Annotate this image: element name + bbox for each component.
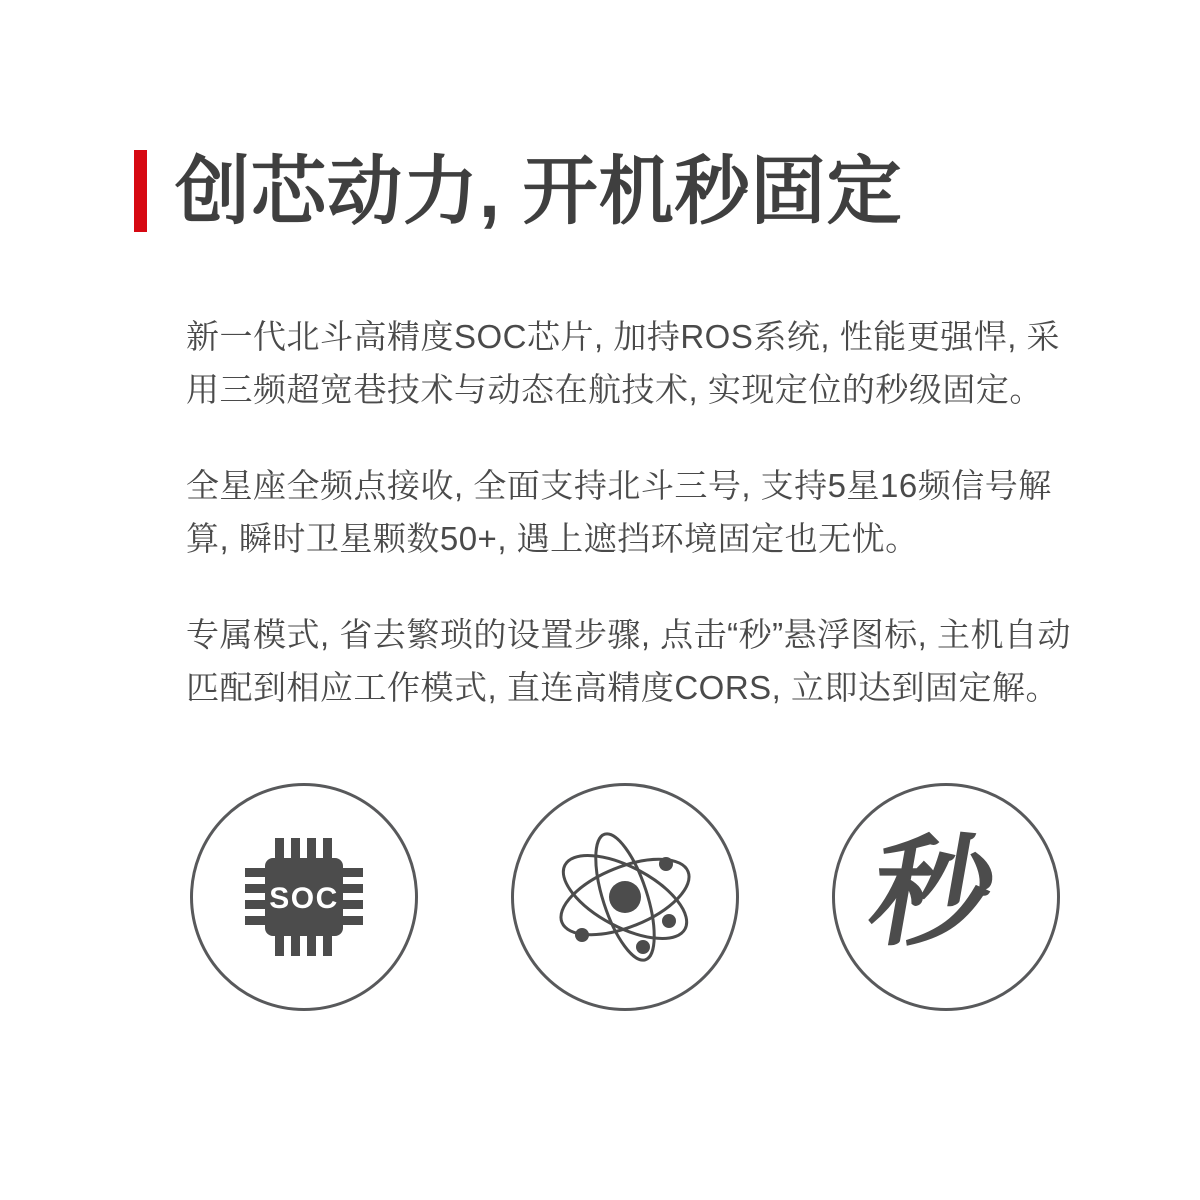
paragraph-1: 新一代北斗高精度SOC芯片, 加持ROS系统, 性能更强悍, 采用三频超宽巷技术与动态在航技术, 实现定位的秒级固定。	[186, 318, 1061, 409]
feature-icon-row	[190, 783, 1060, 1011]
soc-chip-label: SOC	[269, 882, 339, 915]
feature-icon-miao	[832, 783, 1060, 1011]
feature-icon-atom	[511, 783, 739, 1011]
miao-speed-icon	[861, 812, 1031, 982]
page-title: 创芯动力, 开机秒固定	[175, 148, 903, 233]
body-copy	[186, 310, 1086, 715]
page-title-row	[134, 150, 903, 232]
accent-bar	[134, 150, 147, 232]
feature-icon-soc	[190, 783, 418, 1011]
atom-orbit-icon	[545, 817, 705, 977]
paragraph-3: 专属模式, 省去繁琐的设置步骤, 点击“秒”悬浮图标, 主机自动匹配到相应工作模式, 直连高精度CORS, 立即达到固定解。	[186, 615, 1071, 707]
miao-speed-label: 秒	[861, 825, 1005, 960]
soc-chip-icon	[229, 822, 379, 972]
paragraph-2: 全星座全频点接收, 全面支持北斗三号, 支持5星16频信号解算, 瞬时卫星颗数50+, 遇上遮挡环境固定也无忧。	[186, 466, 1052, 558]
